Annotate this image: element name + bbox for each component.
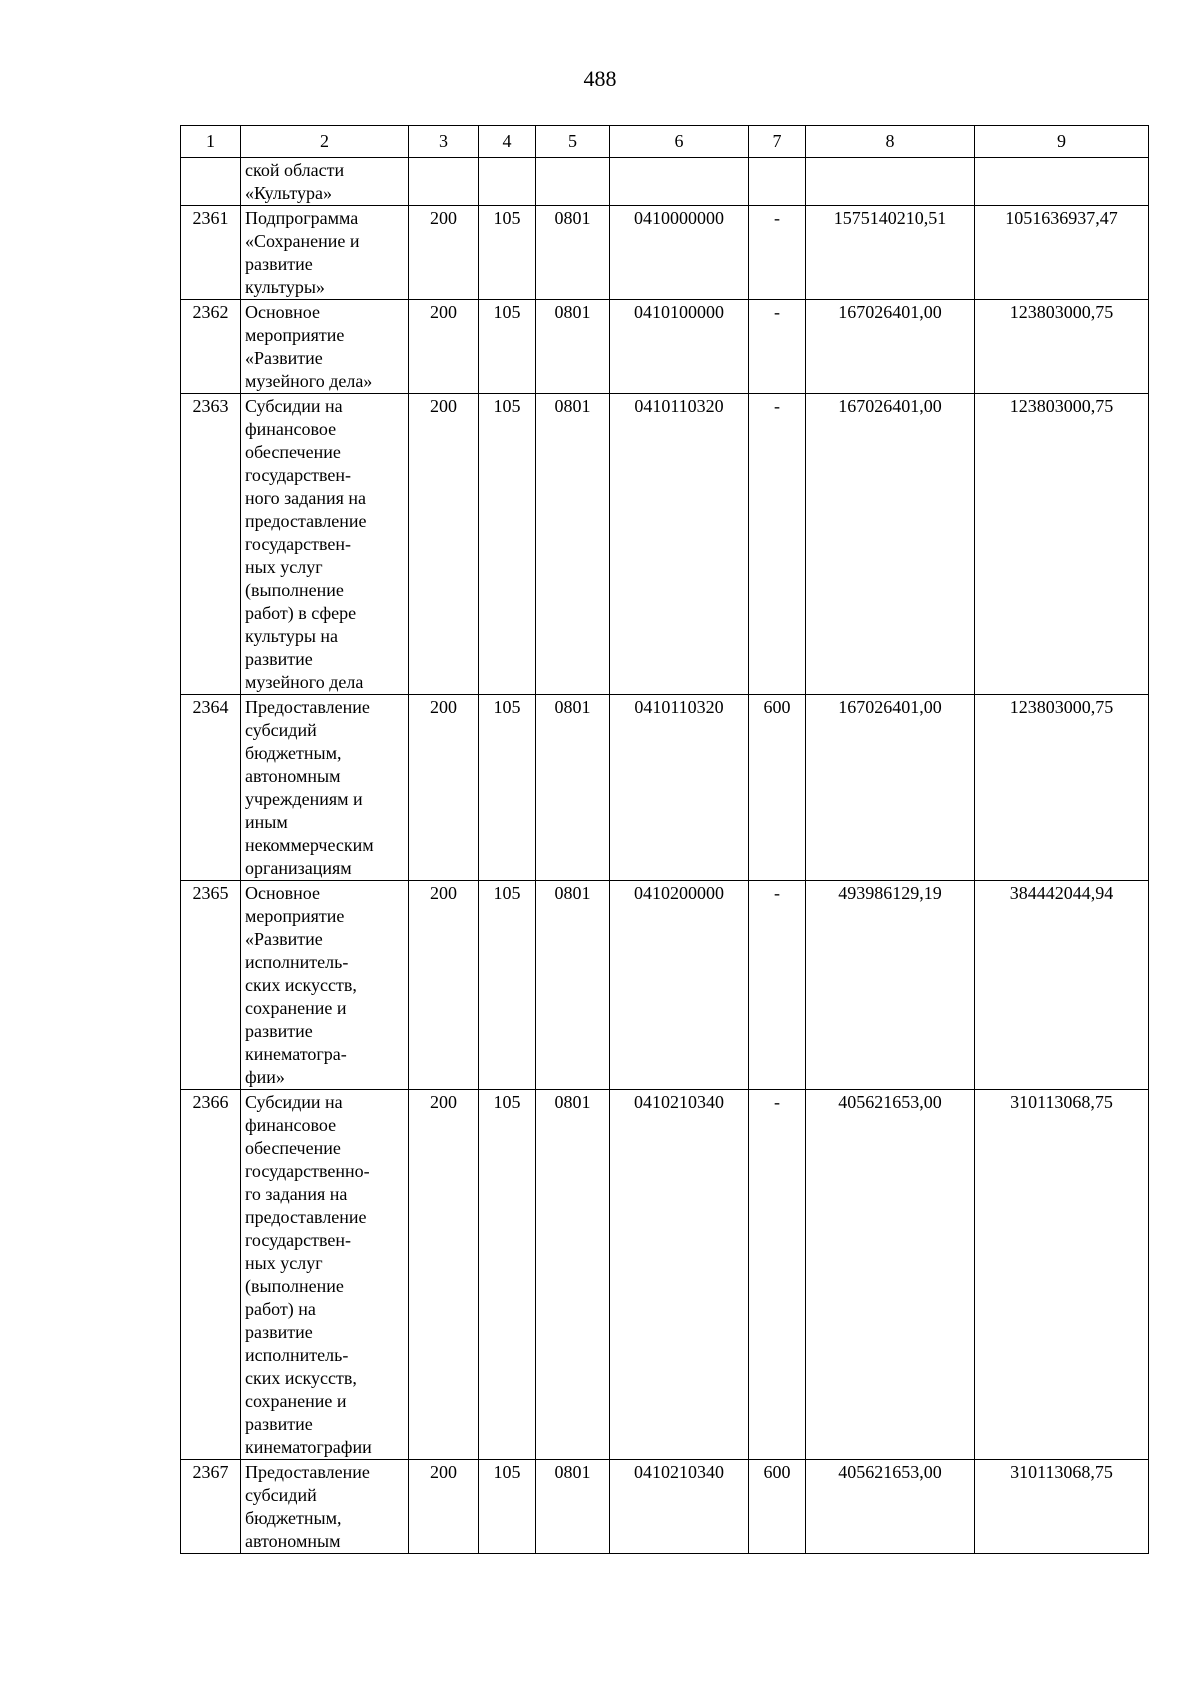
table-row	[181, 206, 1149, 300]
row-col-7: -	[749, 881, 806, 1090]
row-col-6	[610, 158, 749, 206]
row-number: 2364	[181, 695, 241, 881]
row-col-9: 123803000,75	[975, 300, 1149, 394]
row-col-9: 310113068,75	[975, 1460, 1149, 1554]
row-col-4	[479, 158, 536, 206]
row-col-9: 1051636937,47	[975, 206, 1149, 300]
row-col-3: 200	[409, 695, 479, 881]
header-col-3: 3	[409, 126, 479, 158]
row-col-7: -	[749, 394, 806, 695]
row-name: Основное мероприятие «Развитие исполнитель- ских искусств, сохранение и развитие кинематогра- фии»	[241, 881, 409, 1090]
row-number: 2361	[181, 206, 241, 300]
row-col-6: 0410210340	[610, 1090, 749, 1460]
row-col-7: -	[749, 1090, 806, 1460]
row-name: Субсидии на финансовое обеспечение государственно- го задания на предоставление государствен- ных услуг (выполнение работ) на развитие исполнитель- ских искусств, сохранение и развитие кинематографии	[241, 1090, 409, 1460]
row-col-8	[806, 158, 975, 206]
row-col-5: 0801	[536, 394, 610, 695]
row-col-6: 0410000000	[610, 206, 749, 300]
row-col-5: 0801	[536, 881, 610, 1090]
row-col-8: 405621653,00	[806, 1460, 975, 1554]
row-col-3: 200	[409, 206, 479, 300]
table-row	[181, 1090, 1149, 1460]
row-col-5: 0801	[536, 300, 610, 394]
row-name: ской области «Культура»	[241, 158, 409, 206]
row-col-3: 200	[409, 881, 479, 1090]
table-row	[181, 158, 1149, 206]
row-col-8: 167026401,00	[806, 695, 975, 881]
page-number: 488	[583, 66, 617, 91]
row-col-8: 405621653,00	[806, 1090, 975, 1460]
header-col-9: 9	[975, 126, 1149, 158]
row-col-4: 105	[479, 1460, 536, 1554]
row-col-3: 200	[409, 394, 479, 695]
row-name: Субсидии на финансовое обеспечение государствен- ного задания на предоставление государствен- ных услуг (выполнение работ) в сфере культуры на развитие музейного дела	[241, 394, 409, 695]
row-number: 2365	[181, 881, 241, 1090]
row-col-6: 0410210340	[610, 1460, 749, 1554]
row-col-4: 105	[479, 881, 536, 1090]
row-col-3: 200	[409, 1460, 479, 1554]
row-col-6: 0410100000	[610, 300, 749, 394]
row-col-4: 105	[479, 1090, 536, 1460]
row-col-8: 493986129,19	[806, 881, 975, 1090]
table-row	[181, 394, 1149, 695]
row-col-9: 123803000,75	[975, 394, 1149, 695]
row-name: Предоставление субсидий бюджетным, автономным учреждениям и иным некоммерческим организациям	[241, 695, 409, 881]
row-col-9: 310113068,75	[975, 1090, 1149, 1460]
row-col-7: -	[749, 300, 806, 394]
row-col-7	[749, 158, 806, 206]
row-col-8: 1575140210,51	[806, 206, 975, 300]
row-col-4: 105	[479, 695, 536, 881]
table-body	[181, 158, 1149, 1554]
row-col-4: 105	[479, 206, 536, 300]
row-col-6: 0410110320	[610, 394, 749, 695]
row-col-7: 600	[749, 1460, 806, 1554]
row-col-9: 384442044,94	[975, 881, 1149, 1090]
table-row	[181, 881, 1149, 1090]
row-col-6: 0410200000	[610, 881, 749, 1090]
row-col-5: 0801	[536, 1090, 610, 1460]
row-col-8: 167026401,00	[806, 300, 975, 394]
header-row	[181, 126, 1149, 158]
header-col-8: 8	[806, 126, 975, 158]
row-number: 2367	[181, 1460, 241, 1554]
row-name: Основное мероприятие «Развитие музейного дела»	[241, 300, 409, 394]
row-col-9: 123803000,75	[975, 695, 1149, 881]
row-col-3	[409, 158, 479, 206]
row-name: Подпрограмма «Сохранение и развитие культуры»	[241, 206, 409, 300]
budget-table	[180, 125, 1149, 1554]
header-col-2: 2	[241, 126, 409, 158]
row-col-4: 105	[479, 394, 536, 695]
row-col-4: 105	[479, 300, 536, 394]
row-number: 2366	[181, 1090, 241, 1460]
row-col-5	[536, 158, 610, 206]
row-col-5: 0801	[536, 1460, 610, 1554]
table-row	[181, 1460, 1149, 1554]
header-col-6: 6	[610, 126, 749, 158]
row-number	[181, 158, 241, 206]
row-col-3: 200	[409, 300, 479, 394]
header-col-7: 7	[749, 126, 806, 158]
row-name: Предоставление субсидий бюджетным, автономным	[241, 1460, 409, 1554]
row-number: 2362	[181, 300, 241, 394]
row-col-9	[975, 158, 1149, 206]
header-col-1: 1	[181, 126, 241, 158]
table-header	[181, 126, 1149, 158]
row-col-5: 0801	[536, 206, 610, 300]
row-col-3: 200	[409, 1090, 479, 1460]
row-col-6: 0410110320	[610, 695, 749, 881]
row-col-8: 167026401,00	[806, 394, 975, 695]
row-col-7: 600	[749, 695, 806, 881]
table-row	[181, 300, 1149, 394]
row-col-7: -	[749, 206, 806, 300]
row-col-5: 0801	[536, 695, 610, 881]
header-col-5: 5	[536, 126, 610, 158]
table-row	[181, 695, 1149, 881]
row-number: 2363	[181, 394, 241, 695]
header-col-4: 4	[479, 126, 536, 158]
